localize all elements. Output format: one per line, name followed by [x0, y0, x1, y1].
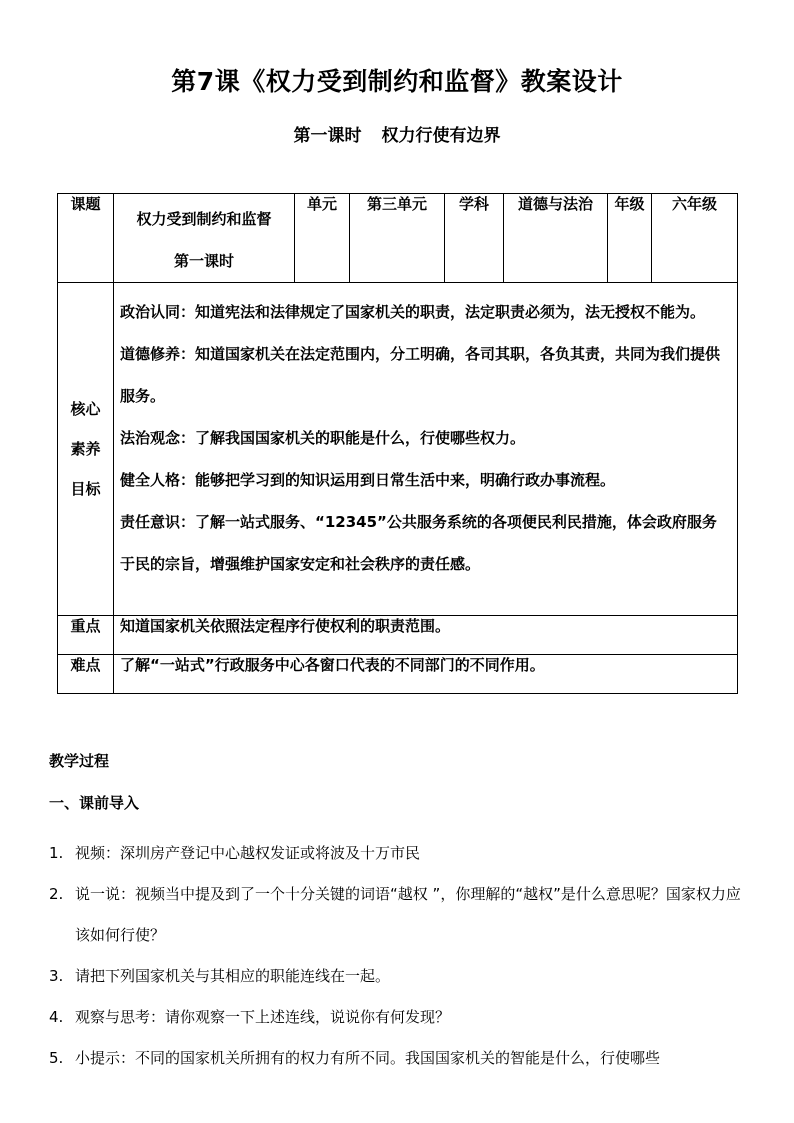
subject-value: 道德与法治	[504, 194, 608, 283]
key-point-text: 知道国家机关依照法定程序行使权利的职责范围。	[114, 616, 738, 655]
section-heading: 一、课前导入	[49, 794, 140, 812]
topic-value	[114, 194, 295, 283]
step-number: 1.	[49, 844, 64, 862]
goal-item: 法治观念：了解我国国家机关的职能是什么，行使哪些权力。	[120, 429, 526, 447]
goal-item: 道德修养：知道国家机关在法定范围内，分工明确，各司其职，各负其责，共同为我们提供服务。	[120, 345, 721, 405]
lesson-subtitle	[0, 121, 794, 146]
step-text: 请把下列国家机关与其相应的职能连线在一起。	[75, 967, 391, 985]
difficulty-row	[58, 655, 738, 694]
subtitle-topic: 权力行使有边界	[381, 126, 501, 146]
key-point-label: 重点	[58, 616, 114, 655]
goal-item: 责任意识：了解一站式服务、“12345”公共服务系统的各项便民利民措施，体会政府服务于民的宗旨，增强维护国家安定和社会秩序的责任感。	[120, 513, 717, 573]
step-text: 视频：深圳房产登记中心越权发证或将波及十万市民	[75, 844, 421, 862]
lesson-info-table	[57, 193, 738, 694]
key-point-row	[58, 616, 738, 655]
step-list	[49, 833, 749, 1079]
difficulty-label: 难点	[58, 655, 114, 694]
header-row	[58, 194, 738, 283]
grade-value: 六年级	[652, 194, 738, 283]
topic-value-line-2: 第一课时	[173, 252, 234, 270]
step-number: 5.	[49, 1049, 64, 1067]
list-item	[49, 833, 749, 874]
step-text: 观察与思考：请你观察一下上述连线，说说你有何发现？	[75, 1008, 451, 1026]
topic-label: 课题	[58, 194, 114, 283]
list-item	[49, 997, 749, 1038]
difficulty-text: 了解“一站式”行政服务中心各窗口代表的不同部门的不同作用。	[114, 655, 738, 694]
step-text: 小提示：不同的国家机关所拥有的权力有所不同。我国国家机关的智能是什么，行使哪些	[75, 1049, 661, 1067]
document-title: 第7课《权力受到制约和监督》教案设计	[171, 67, 623, 96]
unit-value: 第三单元	[350, 194, 445, 283]
core-goals-label: 核心 素养 目标	[58, 283, 114, 616]
unit-label: 单元	[295, 194, 350, 283]
subtitle-period: 第一课时	[293, 126, 362, 146]
list-item	[49, 956, 749, 997]
list-item	[49, 874, 749, 956]
grade-label: 年级	[608, 194, 652, 283]
goal-item: 健全人格：能够把学习到的知识运用到日常生活中来，明确行政办事流程。	[120, 471, 616, 489]
step-number: 4.	[49, 1008, 64, 1026]
core-goals-text	[114, 283, 738, 616]
process-heading: 教学过程	[49, 752, 110, 770]
step-text: 说一说：视频当中提及到了一个十分关键的词语“越权 ”，你理解的“越权”是什么意思呢？国家权力应该如何行使？	[75, 885, 741, 944]
subject-label: 学科	[445, 194, 504, 283]
core-goals-row	[58, 283, 738, 616]
list-item	[49, 1038, 749, 1079]
step-number: 2.	[49, 885, 64, 903]
step-number: 3.	[49, 967, 64, 985]
goal-item: 政治认同：知道宪法和法律规定了国家机关的职责，法定职责必须为，法无授权不能为。	[120, 303, 706, 321]
topic-value-line-1: 权力受到制约和监督	[136, 210, 272, 228]
